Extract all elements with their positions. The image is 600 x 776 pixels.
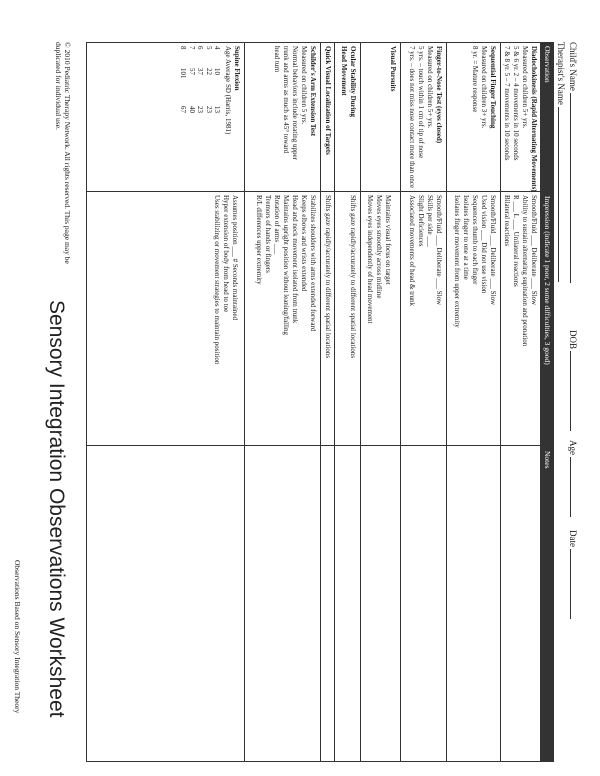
child-name-label: Child's Name — [568, 42, 578, 91]
section-visual-pursuits — [360, 43, 401, 761]
source-footer: Observations Based on Sensory Integration Theory — [13, 560, 22, 714]
child-name-field[interactable] — [568, 42, 579, 283]
observation-label: Finger-to-Nose Test (eyes closed) Measured on children 5+ yrs. 5 yrs. – touch within 1 cm of tip of nose 7 yrs. – does not miss nose contact more than once — [408, 46, 443, 189]
list-item: Used vision ___ Did not use vision — [480, 195, 488, 294]
impression-items — [452, 195, 497, 391]
observation-label: Quick Visual Localization of Targets — [324, 46, 332, 155]
observation-label: Schilder's Arm Extension Test Measured on children 5 yrs. Normal behaviors include rotating upper trunk and arms as much as 45° toward head turn — [273, 46, 317, 160]
dob-label: DOB — [568, 330, 578, 350]
table-row: 75740 — [187, 46, 196, 113]
impression-items — [502, 195, 538, 391]
date-label: Date — [568, 530, 578, 547]
child-name-line — [570, 93, 579, 283]
section-schilders-test — [244, 43, 321, 761]
date-field[interactable] — [568, 530, 579, 619]
list-item: Shifts gaze rapidly/accurately to different spatial locations — [324, 195, 332, 359]
section-diadochokinesis — [500, 43, 541, 761]
list-item: Moves eyes smoothly across midline — [375, 195, 383, 299]
therapist-name-line — [558, 107, 567, 282]
observation-label: Visual Pursuits — [389, 46, 397, 92]
page-title: Sensory Integration Observations Worksheet — [45, 300, 68, 718]
list-item: Keeps elbows and wrists extended — [300, 195, 308, 292]
list-item: Slight Deficiences — [417, 195, 425, 247]
impression-items — [212, 195, 239, 391]
list-item: Uses stabilizing or movement strategies to maintain position — [213, 195, 221, 365]
observation-label: Supine Flexion Age Average SD (Harris, 1981) — [224, 46, 241, 135]
copyright-notice: © 2010 Pediatric Therapy Network. All rights reserved. This page may be duplicated for individual use. — [54, 42, 72, 264]
impression-items — [323, 195, 332, 391]
impression-column-header: Impression (indicate 1 poor, 2 some difficulties, 3 good) — [543, 196, 552, 365]
list-item: Stabilizes shoulders with arms extended forward — [309, 195, 317, 332]
list-item: R ___ L ___ Unilateral reactions — [512, 195, 520, 287]
list-item: Shifts gaze rapidly/accurately to different spatial locations — [349, 195, 357, 359]
observation-column-header: Observation — [543, 46, 552, 83]
section-visual-localization — [320, 43, 335, 761]
impression-items — [407, 195, 443, 391]
section-finger-touching — [446, 43, 501, 761]
observation-table — [86, 42, 554, 762]
impression-items — [254, 195, 317, 391]
age-label: Age — [568, 440, 578, 455]
list-item: R/L differences upper extremity — [255, 195, 263, 285]
list-item: Smooth/Fluid ___ Deliberate ___ Slow — [530, 195, 538, 306]
table-row: 41013 — [213, 46, 221, 113]
section-supine-flexion — [87, 43, 245, 761]
table-row: 810167 — [179, 46, 188, 113]
list-item: Assumes position ___ # Seconds maintained — [231, 195, 239, 321]
list-item: Isolates finger to one at a time — [462, 195, 470, 280]
notes-column-header: Notes — [543, 451, 552, 469]
table-row: 52223 — [204, 46, 213, 113]
list-item: Smooth/Fluid ___ Deliberate ___ Slow — [489, 195, 497, 306]
date-line — [570, 549, 579, 619]
list-item: Isolates finger movement from upper extremity — [453, 195, 461, 328]
therapist-name-field[interactable] — [556, 42, 567, 282]
impression-items — [365, 195, 392, 391]
list-item: Smooth/Fluid ___ Deliberate ___ Slow — [435, 195, 443, 306]
list-item: Moves eyes independently of head movement — [366, 195, 374, 324]
list-item: Skills per side ___ — [426, 195, 434, 247]
list-item: Tremors of hands or fingers — [264, 195, 272, 273]
table-row: 63723 — [196, 46, 205, 113]
dob-field[interactable] — [568, 330, 579, 431]
observation-label: Diadochokinesis (Rapid Alternating Movements) Measured on children 5+ yrs. 5 & 6 yr. 2 – 4 movements in 10 seconds 7 & 8 yr. 5 – 7 movements in 10 seconds — [503, 46, 538, 192]
observation-label: Sequential Finger Touching Measured on children 3+ yrs. 8 yr. = Mature response — [471, 46, 497, 129]
therapist-name-label: Therapist's Name — [556, 42, 566, 105]
section-finger-to-nose — [400, 43, 447, 761]
observation-label: Ocular Stability During Head Movement — [340, 46, 357, 118]
list-item: Maintains visual focus on target — [384, 195, 392, 285]
section-ocular-stability — [334, 43, 361, 761]
list-item: Associated movements of head & trunk — [408, 195, 416, 307]
dob-line — [570, 351, 579, 431]
list-item: Hyper extension of body from head to toe — [222, 195, 230, 313]
supine-norms-table — [179, 46, 221, 141]
table-header — [541, 43, 553, 761]
list-item: Ability to sustain alternating supination and pronation — [521, 195, 529, 347]
age-line — [570, 457, 579, 517]
list-item: Head and neck movement isolated from trunk — [291, 195, 299, 324]
list-item: Maintains upright position without leaning/falling — [282, 195, 290, 335]
impression-items — [348, 195, 357, 391]
list-item: Bilateral reactions — [503, 195, 511, 247]
age-field[interactable] — [568, 440, 579, 517]
list-item: Sequences thumb to each finger — [471, 195, 479, 285]
list-item: Rotation of arms ___ — [273, 195, 281, 255]
